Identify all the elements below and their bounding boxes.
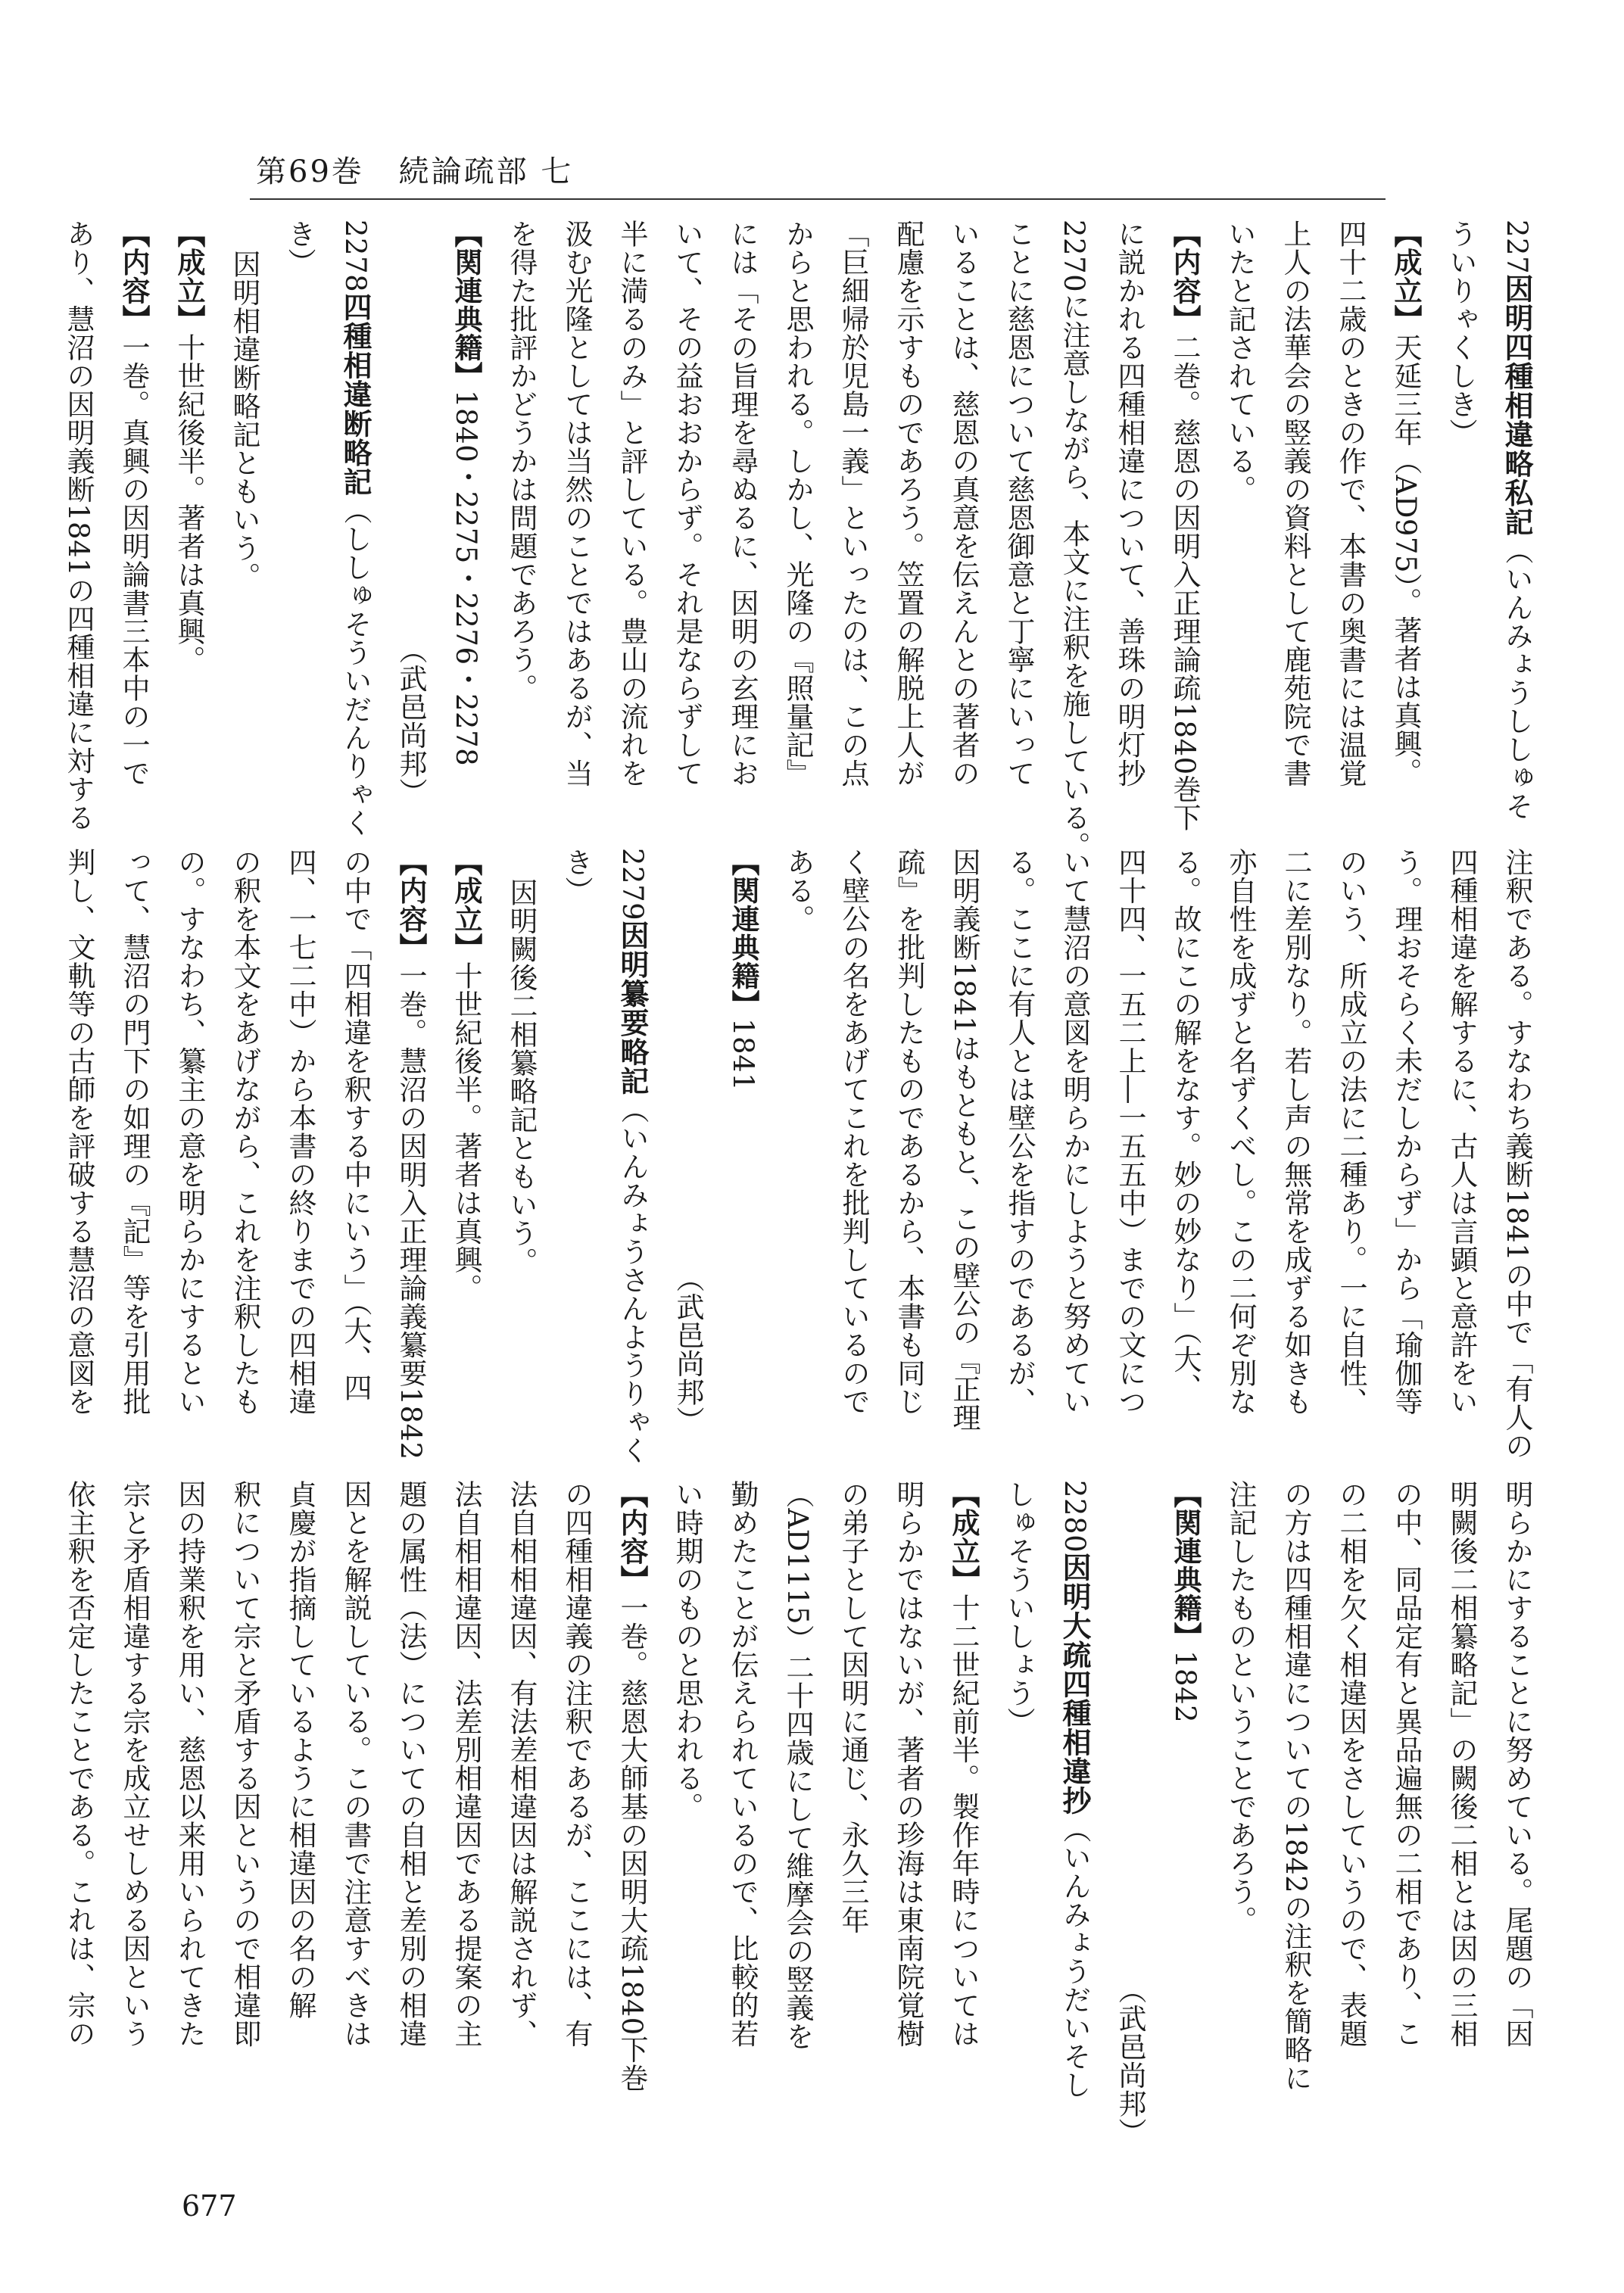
text-line bbox=[273, 848, 328, 1450]
text-line bbox=[659, 220, 715, 821]
text-line bbox=[1434, 848, 1489, 1450]
text-line bbox=[715, 848, 771, 1450]
line-text: 因明義断1841はもともと、この壁公の『正理 bbox=[948, 848, 980, 1432]
line-text: ういりゃくしき） bbox=[1445, 220, 1477, 447]
line-text: いたと記されている。 bbox=[1223, 220, 1256, 503]
entry-reading: （いんみょうだいそし bbox=[1058, 1815, 1091, 2099]
line-text: 一巻。慈恩大師基の因明大疏1840下巻 bbox=[616, 1594, 648, 2092]
line-text: からと思われる。しかし、光隆の『照量記』 bbox=[781, 220, 814, 787]
text-line bbox=[383, 1480, 438, 2161]
text-line bbox=[51, 1480, 107, 2161]
line-text: 法自相相違因、法差別相違因である提案の主 bbox=[450, 1480, 482, 2048]
text-line bbox=[1323, 848, 1379, 1450]
text-line bbox=[51, 848, 107, 1450]
line-text: 法自相相違因、有法差相違因は解説されず、 bbox=[505, 1480, 538, 2048]
text-line bbox=[1433, 220, 1488, 821]
text-line bbox=[272, 220, 327, 821]
text-line bbox=[1323, 220, 1378, 821]
entry-title: 因明纂要略記 bbox=[616, 921, 649, 1096]
text-line bbox=[1102, 848, 1158, 1450]
entry-author: （武邑尚邦） bbox=[1114, 1976, 1146, 2146]
text-line bbox=[825, 220, 881, 821]
line-text: しゅそういしょう） bbox=[1002, 1480, 1035, 1736]
line-text: き） bbox=[560, 848, 593, 905]
text-line bbox=[1379, 1480, 1434, 2161]
line-text: の弟子として因明に通じ、永久三年 bbox=[837, 1480, 869, 1934]
line-text: 明らかにすることに努めている。尾題の「因 bbox=[1501, 1480, 1533, 2048]
line-text: 十二世紀前半。製作年時については bbox=[947, 1594, 980, 2048]
entry-title: 四種相違断略記 bbox=[338, 292, 372, 497]
text-line bbox=[1434, 1480, 1489, 2161]
text-line bbox=[438, 848, 494, 1450]
line-text: 因とを解説している。この書で注意すべきは bbox=[339, 1480, 372, 2048]
text-line bbox=[106, 220, 161, 821]
line-text: の方は四種相違についての1842の注釈を簡略に bbox=[1280, 1480, 1312, 2092]
text-line bbox=[1489, 848, 1545, 1460]
entry-title-column bbox=[1488, 220, 1545, 821]
text-line bbox=[770, 220, 825, 821]
entry-title-column bbox=[327, 220, 383, 837]
line-text: 一巻。慧沼の因明入正理論義纂要1842 bbox=[394, 961, 427, 1460]
section-heading: 【成立】 bbox=[173, 220, 205, 333]
line-text: 四十四、一五二上―一五五中）までの文につ bbox=[1114, 848, 1146, 1416]
text-line bbox=[881, 1480, 936, 2161]
line-text: 明闕後二相纂略記」の闕後二相とは因の三相 bbox=[1445, 1480, 1478, 2048]
entry-title: 因明四種相違略私記 bbox=[1500, 274, 1533, 537]
line-text: 亦自性を成ずと名ずくべし。この二何ぞ別な bbox=[1224, 848, 1257, 1416]
section-heading: 【成立】 bbox=[450, 848, 482, 961]
line-text: 1840・2275・2276・2278 bbox=[450, 390, 482, 767]
entry-author: （武邑尚邦） bbox=[394, 636, 427, 806]
line-text: 題の属性（法）についての自相と差別の相違 bbox=[394, 1480, 427, 2048]
line-text: 明らかではないが、著者の珍海は東南院覚樹 bbox=[892, 1480, 924, 2048]
text-line bbox=[991, 220, 1046, 821]
text-line bbox=[549, 848, 604, 1450]
text-line bbox=[715, 220, 770, 821]
entry-reading: （いんみょうししゅそ bbox=[1501, 536, 1533, 821]
line-text: 上人の法華会の竪義の資料として鹿苑院で書 bbox=[1279, 220, 1311, 787]
section-label: 続論疏部 七 bbox=[398, 154, 574, 189]
line-text: いることは、慈恩の真意を伝えんとの著者の bbox=[947, 220, 980, 787]
line-text: 依主釈を否定したことである。これは、宗の bbox=[63, 1480, 95, 2048]
line-text: あり、慧沼の因明義断1841の四種相違に対する bbox=[62, 220, 95, 832]
line-text: 注記したものということであろう。 bbox=[1224, 1480, 1257, 1934]
line-text: 勤めたことが伝えられているので、比較的若 bbox=[726, 1480, 759, 2048]
text-line bbox=[1158, 848, 1213, 1450]
line-text: 汲む光隆としては当然のことではあるが、当 bbox=[560, 220, 593, 787]
text-line bbox=[1267, 220, 1323, 821]
text-line bbox=[659, 1480, 715, 2161]
text-line bbox=[494, 220, 549, 821]
line-text: 配慮を示すものであろう。笠置の解脱上人が bbox=[892, 220, 924, 787]
entry-title: 因明大疏四種相違抄 bbox=[1058, 1553, 1091, 1815]
text-tier-bottom bbox=[63, 1480, 1545, 2161]
line-text: 二に差別なり。若し声の無常を成ずる如きも bbox=[1280, 848, 1312, 1416]
line-text: って、慧沼の門下の如理の『記』等を引用批 bbox=[118, 848, 151, 1416]
entry-title-column bbox=[604, 848, 660, 1465]
text-line bbox=[1323, 1480, 1379, 2161]
line-text: 十世紀後半。著者は真興。 bbox=[450, 961, 482, 1302]
line-text: の四種相違義の注釈であるが、ここには、有 bbox=[560, 1480, 593, 2048]
text-tier-middle bbox=[63, 848, 1545, 1465]
text-line bbox=[328, 848, 383, 1450]
text-line bbox=[1213, 848, 1268, 1450]
section-heading: 【関連典籍】 bbox=[727, 848, 759, 1018]
text-line bbox=[936, 220, 991, 821]
section-heading: 【内容】 bbox=[117, 220, 150, 333]
line-text: いて慧沼の意図を明らかにしようと努めてい bbox=[1058, 848, 1091, 1416]
entry-number: 2278 bbox=[339, 220, 372, 293]
line-text: のいう、所成立の法に二種あり。一に自性、 bbox=[1335, 848, 1367, 1416]
text-line bbox=[1489, 1480, 1545, 2161]
line-text: の中で「四相違を釈する中にいう」（大、四 bbox=[339, 848, 372, 1402]
text-line bbox=[1102, 220, 1157, 821]
line-text: 一巻。真興の因明論書三本中の一で bbox=[117, 333, 150, 787]
text-line bbox=[549, 220, 604, 821]
text-line bbox=[1046, 220, 1102, 861]
running-header bbox=[256, 148, 596, 191]
text-line bbox=[715, 1480, 770, 2161]
section-heading: 【内容】 bbox=[394, 848, 427, 961]
text-line bbox=[438, 1480, 494, 2161]
text-line bbox=[273, 1480, 328, 2161]
line-text: いて、その益おおからず。それ是ならずして bbox=[671, 220, 703, 787]
text-line bbox=[438, 220, 494, 821]
text-line bbox=[162, 848, 217, 1450]
line-text: 因明闕後二相纂略記ともいう。 bbox=[505, 878, 538, 1276]
line-text: ことに慈恩について慈恩御意と丁寧にいって bbox=[1002, 220, 1035, 787]
line-text: 「巨細帰於児島一義」といったのは、この点 bbox=[837, 220, 869, 787]
text-line bbox=[936, 1480, 991, 2161]
line-text: 天延三年（AD975）。著者は真興。 bbox=[1389, 333, 1422, 787]
line-text: 四種相違を解するに、古人は言顕と意許をい bbox=[1445, 848, 1478, 1416]
line-text: 注釈である。すなわち義断1841の中で「有人の bbox=[1501, 848, 1533, 1460]
text-line bbox=[881, 848, 937, 1450]
line-text: に説かれる四種相違について、善珠の明灯抄 bbox=[1113, 220, 1146, 787]
line-text: 判し、文軌等の古師を評破する慧沼の意図を bbox=[63, 848, 95, 1416]
section-heading: 【成立】 bbox=[1389, 220, 1422, 333]
text-line bbox=[1379, 848, 1434, 1450]
line-text: （AD1115）二十四歳にして維摩会の竪義を bbox=[781, 1480, 814, 2051]
section-heading: 【内容】 bbox=[1168, 220, 1201, 333]
text-line bbox=[494, 1480, 549, 2161]
text-line bbox=[1047, 848, 1102, 1450]
text-line bbox=[107, 848, 162, 1450]
text-line bbox=[771, 848, 826, 1450]
line-text: 疏』を批判したものであるから、本書も同じ bbox=[893, 848, 925, 1416]
line-text: 1842 bbox=[1169, 1650, 1202, 1724]
entry-reading: （ししゅそういだんりゃく bbox=[339, 496, 372, 837]
entry-number: 227 bbox=[1501, 220, 1533, 275]
line-text: の二相を欠く相違因をさしていうので、表題 bbox=[1335, 1480, 1367, 2048]
section-heading: 【成立】 bbox=[947, 1480, 980, 1594]
entry-number: 2279 bbox=[616, 848, 649, 921]
section-heading: 【関連典籍】 bbox=[450, 220, 482, 390]
line-text: い時期のものと思われる。 bbox=[671, 1480, 703, 1821]
text-line bbox=[991, 1480, 1046, 2161]
alias-line bbox=[494, 848, 549, 1450]
entry-reading: （いんみょうさんようりゃく bbox=[616, 1095, 649, 1465]
line-text: る。故にこの解をなす。妙の妙なり」（大、 bbox=[1169, 848, 1202, 1402]
line-text: る。ここに有人とは壁公を指すのであるが、 bbox=[1003, 848, 1036, 1416]
text-line bbox=[1158, 1480, 1213, 2161]
section-heading: 【関連典籍】 bbox=[1169, 1480, 1202, 1650]
line-text: の。すなわち、纂主の意を明らかにするとい bbox=[173, 848, 206, 1416]
line-text: の釈を本文をあげながら、これを注釈したも bbox=[229, 848, 261, 1416]
text-line bbox=[1268, 848, 1323, 1450]
line-text: 半に満るのみ」と評している。豊山の流れを bbox=[616, 220, 648, 787]
text-line bbox=[328, 1480, 383, 2161]
entry-author: （武邑尚邦） bbox=[672, 1264, 704, 1435]
line-text: う。理おそらく未だしからず」から「瑜伽等 bbox=[1390, 848, 1423, 1416]
text-line bbox=[161, 220, 217, 821]
line-text: き） bbox=[283, 220, 316, 276]
line-text: には「その旨理を尋ぬるに、因明の玄理にお bbox=[726, 220, 759, 787]
text-line bbox=[992, 848, 1047, 1450]
text-line bbox=[937, 848, 992, 1450]
text-line bbox=[1212, 220, 1267, 821]
text-line bbox=[1213, 1480, 1268, 2161]
volume-label: 第69巻 bbox=[256, 154, 364, 189]
line-text: 四、一七二中）から本書の終りまでの四相違 bbox=[284, 848, 316, 1416]
text-line bbox=[604, 220, 659, 821]
entry-title-column bbox=[1046, 1480, 1102, 2161]
text-line bbox=[383, 848, 438, 1460]
text-tier-top bbox=[62, 220, 1545, 861]
line-text: 十世紀後半。著者は真興。 bbox=[173, 333, 205, 674]
line-text: 2270に注意しながら、本文に注釈を施している。 bbox=[1058, 220, 1090, 861]
line-text: 宗と矛盾相違する宗を成立せしめる因という bbox=[118, 1480, 151, 2048]
line-text: 貞慶が指摘しているように相違因の名の解 bbox=[284, 1480, 316, 2020]
line-text: 因明相違断略記ともいう。 bbox=[228, 250, 260, 590]
text-line bbox=[51, 220, 106, 832]
section-heading: 【内容】 bbox=[616, 1480, 648, 1594]
header-rule bbox=[250, 198, 1386, 200]
text-line bbox=[770, 1480, 825, 2161]
line-text: 因の持業釈を用い、慈恩以来用いられてきた bbox=[173, 1480, 206, 2048]
text-line bbox=[217, 1480, 273, 2161]
text-line bbox=[881, 220, 936, 821]
line-text: 四十二歳のときの作で、本書の奥書には温覚 bbox=[1334, 220, 1367, 787]
entry-number: 2280 bbox=[1058, 1480, 1091, 1553]
page-number: 677 bbox=[182, 2189, 237, 2223]
text-line bbox=[549, 1480, 604, 2161]
text-line bbox=[1157, 220, 1212, 832]
text-line bbox=[826, 848, 881, 1450]
line-text: の中、同品定有と異品遍無の二相であり、こ bbox=[1390, 1480, 1423, 2048]
line-text: 二巻。慈恩の因明入正理論疏1840巻下 bbox=[1168, 333, 1201, 832]
line-text: 1841 bbox=[727, 1018, 759, 1092]
text-line bbox=[107, 1480, 162, 2161]
text-line bbox=[825, 1480, 881, 2161]
line-text: く壁公の名をあげてこれを批判しているので bbox=[837, 848, 870, 1416]
text-line bbox=[1378, 220, 1433, 821]
alias-line bbox=[217, 220, 272, 821]
line-text: を得た批評かどうかは問題であろう。 bbox=[505, 220, 538, 703]
text-line bbox=[217, 848, 273, 1450]
text-line bbox=[162, 1480, 217, 2161]
line-text: ある。 bbox=[782, 848, 815, 933]
text-line bbox=[604, 1480, 659, 2161]
line-text: 釈について宗と矛盾する因というので相違即 bbox=[229, 1480, 261, 2048]
text-line bbox=[1268, 1480, 1323, 2161]
